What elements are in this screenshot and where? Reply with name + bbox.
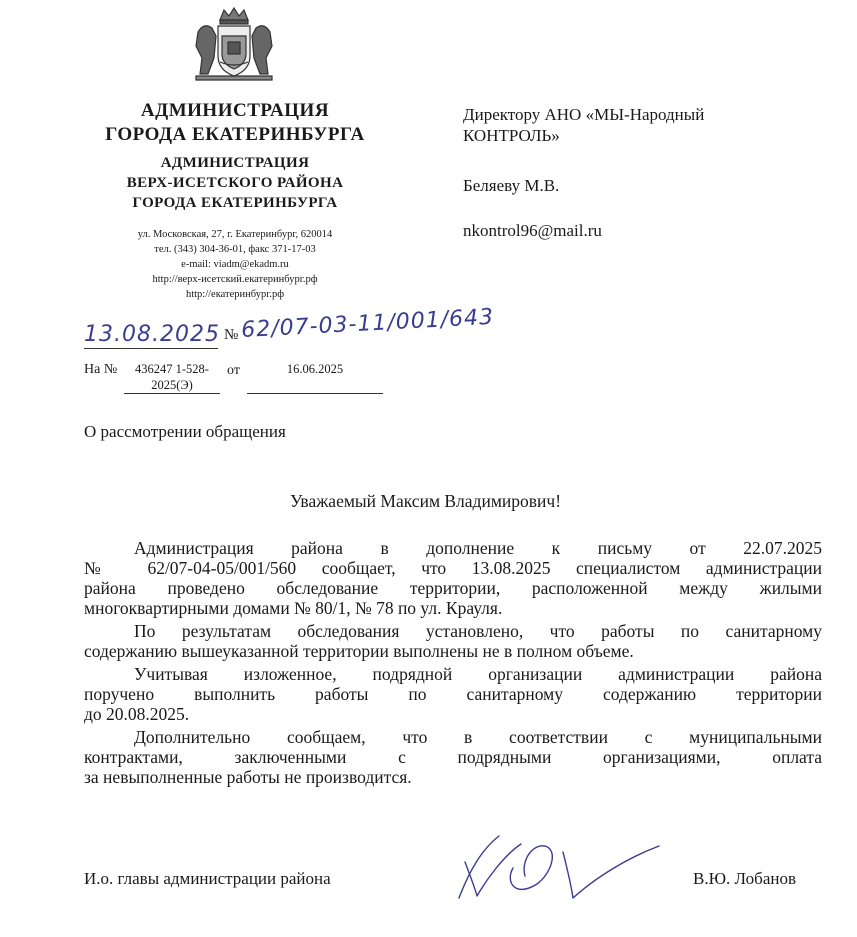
outgoing-date: 13.08.2025 bbox=[84, 322, 220, 347]
handwritten-signature-icon bbox=[455, 832, 665, 904]
p4-line1: Дополнительно сообщаем, что в соответствии с муниципальными bbox=[134, 727, 822, 747]
contact-address: ул. Московская, 27, г. Екатеринбург, 620014 bbox=[137, 229, 333, 240]
subject-line: О рассмотрении обращения bbox=[84, 422, 286, 441]
paragraph-3 bbox=[84, 664, 822, 724]
p3-line3: до 20.08.2025. bbox=[84, 704, 190, 724]
p1-line1: Администрация района в дополнение к письму от 22.07.2025 bbox=[134, 538, 822, 558]
addressee-line1: Директору АНО «МЫ-Народный bbox=[463, 105, 705, 124]
district-name-line1: АДМИНИСТРАЦИЯ bbox=[160, 155, 310, 171]
salutation: Уважаемый Максим Владимирович! bbox=[290, 491, 562, 511]
district-name-line2: ВЕРХ-ИСЕТСКОГО РАЙОНА bbox=[126, 175, 344, 191]
p3-line2: поручено выполнить работы по санитарному содержанию территории bbox=[84, 684, 822, 704]
paragraph-4 bbox=[84, 727, 822, 787]
p1-line3: района проведено обследование территории, расположенной между жилыми bbox=[84, 578, 822, 598]
p1-line4: многоквартирными домами № 80/1, № 78 по ул. Крауля. bbox=[84, 598, 503, 618]
p3-line1: Учитывая изложенное, подрядной организации администрации района bbox=[134, 664, 822, 684]
signatory-position: И.о. главы администрации района bbox=[84, 869, 331, 888]
p4-line3: за невыполненные работы не производится. bbox=[84, 767, 412, 787]
addressee-line2: КОНТРОЛЬ» bbox=[463, 126, 560, 145]
contact-phone: тел. (343) 304-36-01, факс 371-17-03 bbox=[154, 244, 316, 255]
ref-date: 16.06.2025 bbox=[286, 362, 344, 376]
p2-line1: По результатам обследования установлено, что работы по санитарному bbox=[134, 621, 822, 641]
ref-label: На № bbox=[84, 362, 118, 377]
ref-number-line2: 2025(Э) bbox=[124, 377, 220, 394]
p1-line2: № 62/07-04-05/001/560 сообщает, что 13.08.2025 специалистом администрации bbox=[84, 558, 822, 578]
letter-body bbox=[84, 538, 822, 787]
district-name-line3: ГОРОДА ЕКАТЕРИНБУРГА bbox=[132, 195, 338, 211]
coat-of-arms-icon bbox=[190, 6, 278, 82]
contact-email: e-mail: viadm@ekadm.ru bbox=[181, 259, 289, 270]
number-sign: № bbox=[224, 327, 239, 343]
ref-from-label: от bbox=[227, 363, 240, 378]
p4-line2: контрактами, заключенными с подрядными организациями, оплата bbox=[84, 747, 822, 767]
outgoing-number: 62/07-03-11/001/643 bbox=[240, 304, 495, 344]
addressee-name: Беляеву М.В. bbox=[463, 176, 560, 195]
signatory-name: В.Ю. Лобанов bbox=[693, 869, 796, 888]
paragraph-1 bbox=[84, 538, 822, 618]
p2-line2: содержанию вышеуказанной территории выполнены не в полном объеме. bbox=[84, 641, 634, 661]
paragraph-2 bbox=[84, 621, 822, 661]
contact-website-city: http://екатеринбург.рф bbox=[185, 289, 285, 300]
ref-date-underline bbox=[247, 393, 383, 394]
org-name-line2: ГОРОДА ЕКАТЕРИНБУРГА bbox=[105, 124, 365, 145]
ref-number-line1: 436247 1-528- bbox=[135, 362, 209, 376]
contact-website-district: http://верх-исетский.екатеринбург.рф bbox=[152, 274, 318, 285]
org-name-line1: АДМИНИСТРАЦИЯ bbox=[140, 100, 330, 121]
addressee-email: nkontrol96@mail.ru bbox=[463, 221, 602, 240]
